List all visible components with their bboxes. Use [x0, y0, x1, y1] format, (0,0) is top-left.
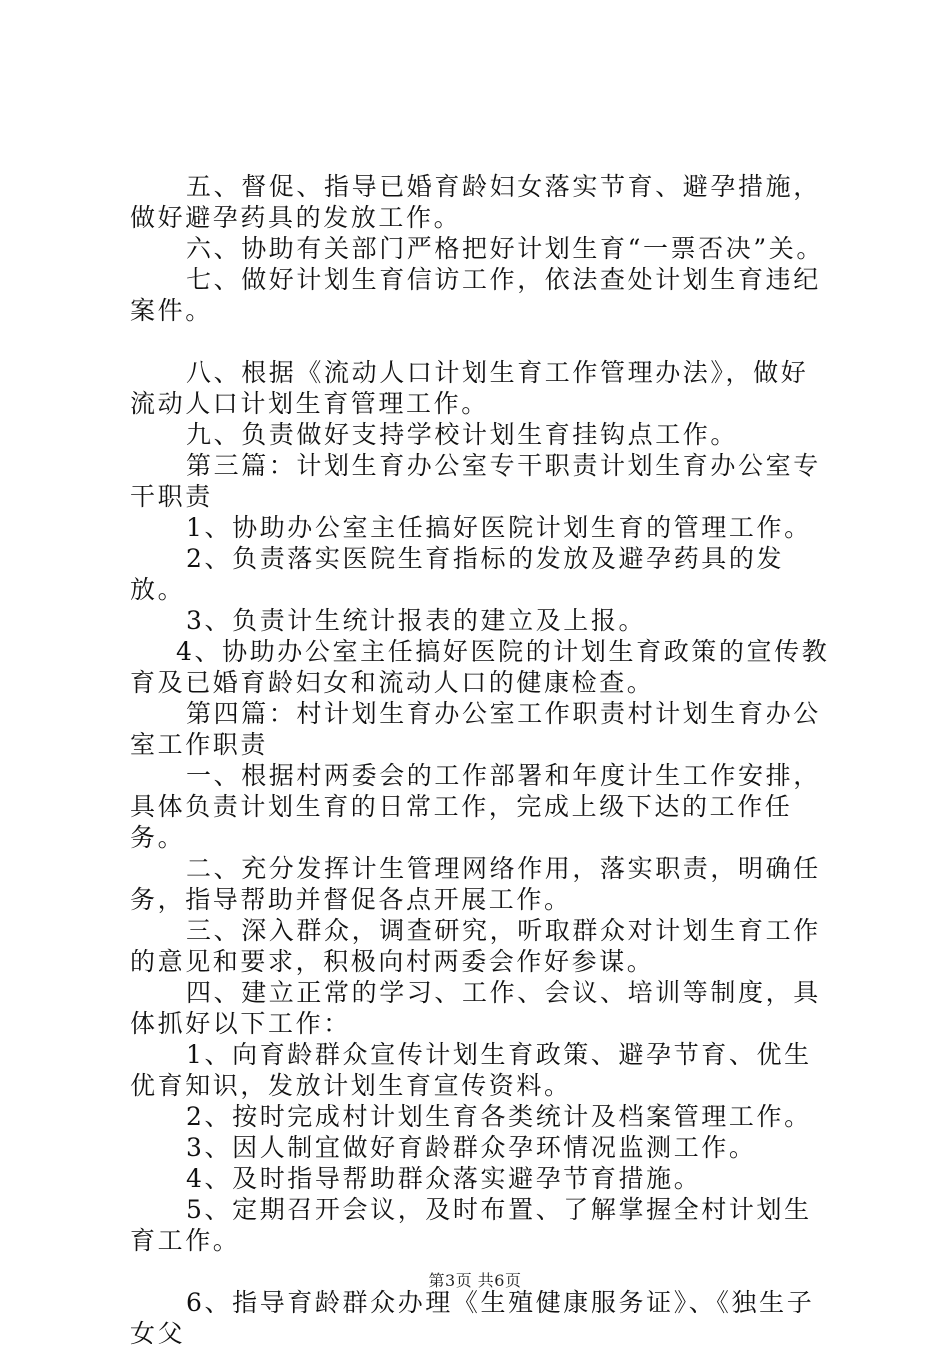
section-heading-4: 第四篇：村计划生育办公室工作职责村计划生育办公室工作职责 — [130, 699, 821, 759]
paragraph-7: 七、做好计划生育信访工作，依法查处计划生育违纪案件。 — [130, 265, 821, 325]
page-number-footer: 第3页 共6页 — [428, 1271, 522, 1290]
duty-item-1: 一、根据村两委会的工作部署和年度计生工作安排，具体负责计划生育的日常工作，完成上级下达的工作任务。 — [130, 761, 821, 852]
paragraph-9: 九、负责做好支持学校计划生育挂钩点工作。 — [186, 420, 739, 449]
list-item: 3、因人制宜做好育龄群众孕环情况监测工作。 — [186, 1133, 757, 1162]
duty-item-2: 二、充分发挥计生管理网络作用，落实职责，明确任务，指导帮助并督促各点开展工作。 — [130, 854, 821, 914]
section-heading-3: 第三篇：计划生育办公室专干职责计划生育办公室专干职责 — [130, 451, 821, 511]
list-item: 4、及时指导帮助群众落实避孕节育措施。 — [186, 1164, 702, 1193]
paragraph-6: 六、协助有关部门严格把好计划生育“一票否决”关。 — [186, 234, 824, 263]
list-item: 2、按时完成村计划生育各类统计及档案管理工作。 — [186, 1102, 812, 1131]
list-item: 2、负责落实医院生育指标的发放及避孕药具的发放。 — [130, 544, 785, 604]
paragraph-8: 八、根据《流动人口计划生育工作管理办法》，做好流动人口计划生育管理工作。 — [130, 358, 809, 418]
list-item: 3、负责计生统计报表的建立及上报。 — [186, 606, 647, 635]
list-item: 4、协助办公室主任搞好医院的计划生育政策的宣传教育及已婚育龄妇女和流动人口的健康检查。 — [130, 637, 830, 697]
document-body — [130, 171, 830, 1349]
list-item: 1、向育龄群众宣传计划生育政策、避孕节育、优生优育知识，发放计划生育宣传资料。 — [130, 1040, 812, 1100]
list-item: 5、定期召开会议，及时布置、了解掌握全村计划生育工作。 — [130, 1195, 812, 1255]
duty-item-4: 四、建立正常的学习、工作、会议、培训等制度，具体抓好以下工作： — [130, 978, 821, 1038]
paragraph-5: 五、督促、指导已婚育龄妇女落实节育、避孕措施，做好避孕药具的发放工作。 — [130, 172, 821, 232]
duty-item-3: 三、深入群众，调查研究，听取群众对计划生育工作的意见和要求，积极向村两委会作好参谋。 — [130, 916, 821, 976]
list-item: 1、协助办公室主任搞好医院计划生育的管理工作。 — [186, 513, 812, 542]
list-item: 6、指导育龄群众办理《生殖健康服务证》、《独生子女父 — [130, 1288, 815, 1348]
